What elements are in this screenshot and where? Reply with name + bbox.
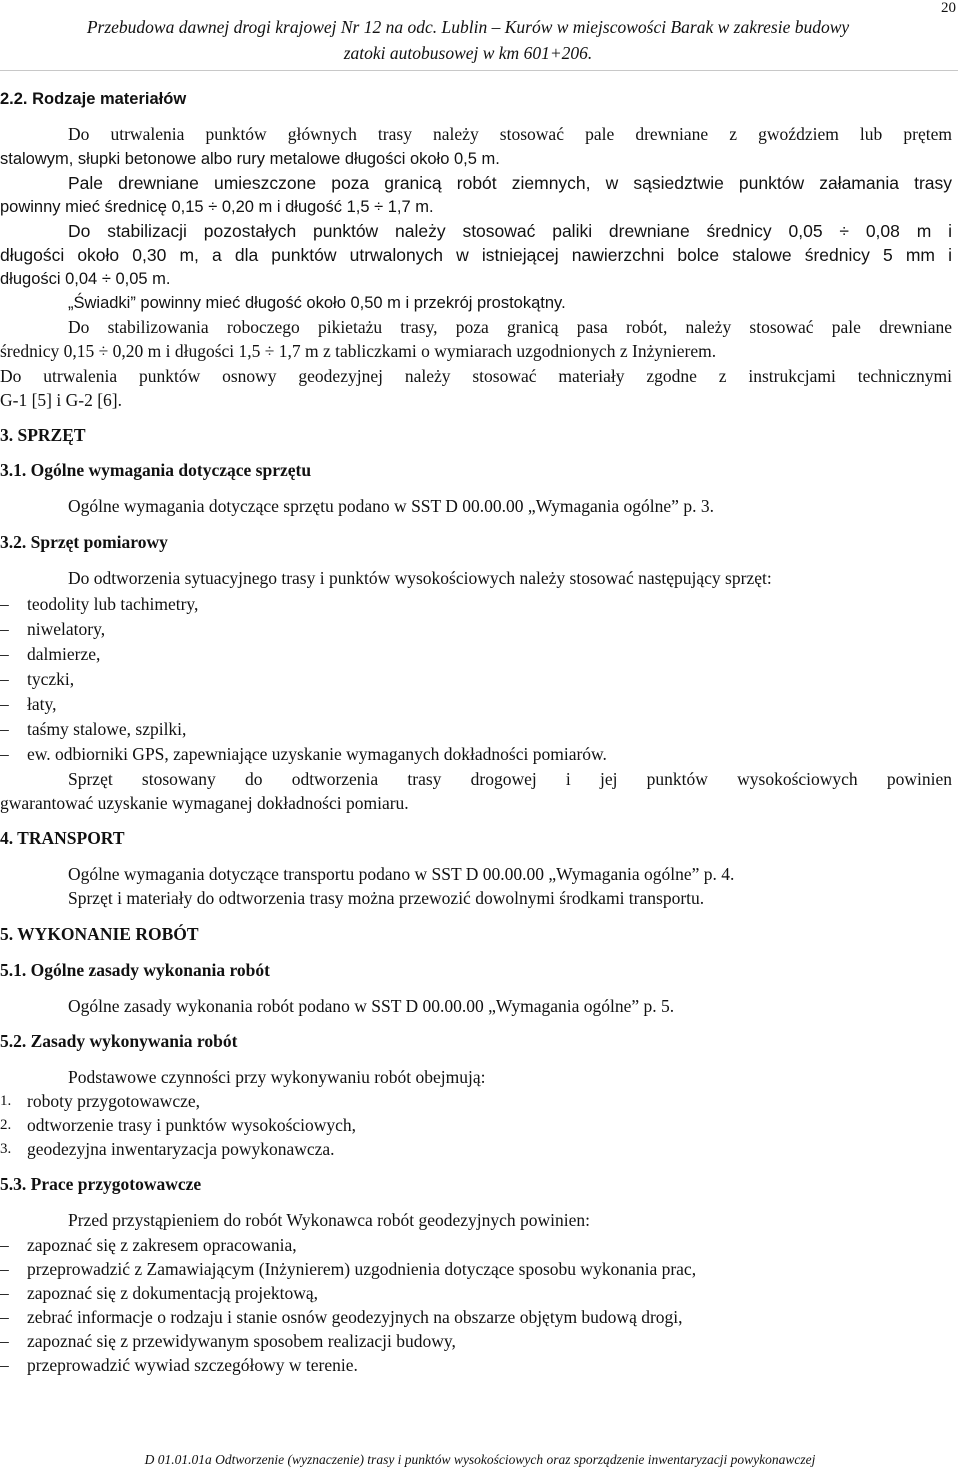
page-header: [0, 14, 936, 66]
section-5-3-heading: 5.3. Prace przygotowawcze: [0, 1174, 202, 1194]
section-2-2-heading: 2.2. Rodzaje materiałów: [0, 90, 187, 108]
para-text: Do odtworzenia sytuacyjnego trasy i punktów wysokościowych należy stosować następujący sprzęt:: [68, 568, 772, 588]
para-text: Sprzęt i materiały do odtworzenia trasy można przewozić dowolnymi środkami transportu.: [68, 888, 705, 908]
section-3-2-heading: 3.2. Sprzęt pomiarowy: [0, 532, 168, 552]
para-text: długości około 0,30 m, a dla punktów utrwalonych w istniejącej nawierzchni bolce stalowe średnicy 5 mm i: [0, 245, 952, 265]
para-text: G-1 [5] i G-2 [6].: [0, 390, 122, 410]
page-number: 20: [941, 0, 956, 16]
section-5-1-heading: 5.1. Ogólne zasady wykonania robót: [0, 960, 270, 980]
section-3-heading: 3. SPRZĘT: [0, 425, 86, 445]
section-3-1-heading: 3.1. Ogólne wymagania dotyczące sprzętu: [0, 460, 312, 480]
list-number: 3.: [0, 1141, 12, 1157]
para-text: Sprzęt stosowany do odtworzenia trasy drogowej i jej punktów wysokościowych powinien: [68, 769, 952, 789]
para-text: „Świadki” powinny mieć długość około 0,50 m i przekrój prostokątny.: [68, 294, 566, 312]
list-item: odtworzenie trasy i punktów wysokościowych,: [27, 1115, 357, 1135]
section-4-heading: 4. TRANSPORT: [0, 828, 125, 848]
para-text: Pale drewniane umieszczone poza granicą robót ziemnych, w sąsiedztwie punktów załamania trasy: [68, 173, 952, 193]
list-number: 2.: [0, 1117, 12, 1133]
list-item: – zapoznać się z dokumentacją projektową,: [27, 1281, 318, 1305]
para-text: Do stabilizowania roboczego pikietażu trasy, poza granicą pasa robót, należy stosować pale drewniane: [68, 317, 952, 337]
header-divider: [0, 70, 958, 71]
section-5-heading: 5. WYKONANIE ROBÓT: [0, 924, 199, 944]
header-line-2: zatoki autobusowej w km 601+206.: [343, 43, 593, 63]
para-text: Do stabilizacji pozostałych punktów należy stosować paliki drewniane średnicy 0,05 ÷ 0,08 m i: [68, 221, 952, 241]
list-item: geodezyjna inwentaryzacja powykonawcza.: [27, 1139, 335, 1159]
list-item: – taśmy stalowe, szpilki,: [27, 717, 186, 741]
para-text: Przed przystąpieniem do robót Wykonawca robót geodezyjnych powinien:: [68, 1210, 591, 1230]
para-text: gwarantować uzyskanie wymaganej dokładności pomiaru.: [0, 793, 409, 813]
para-text: Ogólne wymagania dotyczące sprzętu podano w SST D 00.00.00 „Wymagania ogólne” p. 3.: [68, 496, 714, 516]
list-item: – teodolity lub tachimetry,: [27, 592, 198, 616]
list-item: – niwelatory,: [27, 617, 105, 641]
list-item: – przeprowadzić wywiad szczegółowy w terenie.: [27, 1353, 358, 1377]
para-text: Ogólne wymagania dotyczące transportu podano w SST D 00.00.00 „Wymagania ogólne” p. 4.: [68, 864, 735, 884]
list-item: – dalmierze,: [27, 642, 100, 666]
list-item: – przeprowadzić z Zamawiającym (Inżynierem) uzgodnienia dotyczące sposobu wykonania prac,: [27, 1257, 696, 1281]
list-item: – ew. odbiorniki GPS, zapewniające uzyskanie wymaganych dokładności pomiarów.: [27, 742, 607, 766]
para-text: Do utrwalenia punktów głównych trasy należy stosować pale drewniane z gwoździem lub prętem: [68, 124, 952, 144]
list-item: – tyczki,: [27, 667, 74, 691]
para-text: stalowym, słupki betonowe albo rury metalowe długości około 0,5 m.: [0, 150, 500, 168]
para-text: powinny mieć średnicę 0,15 ÷ 0,20 m i długość 1,5 ÷ 1,7 m.: [0, 198, 434, 216]
section-5-2-heading: 5.2. Zasady wykonywania robót: [0, 1031, 238, 1051]
list-number: 1.: [0, 1093, 12, 1109]
list-item: – zapoznać się z zakresem opracowania,: [27, 1233, 297, 1257]
list-item: – zapoznać się z przewidywanym sposobem realizacji budowy,: [27, 1329, 456, 1353]
para-text: Podstawowe czynności przy wykonywaniu robót obejmują:: [68, 1067, 486, 1087]
page-footer: D 01.01.01a Odtworzenie (wyznaczenie) trasy i punktów wysokościowych oraz sporządzenie inwentaryzacji powykonawczej: [144, 1452, 816, 1467]
para-text: Ogólne zasady wykonania robót podano w SST D 00.00.00 „Wymagania ogólne” p. 5.: [68, 996, 675, 1016]
header-line-1: Przebudowa dawnej drogi krajowej Nr 12 na odc. Lublin – Kurów w miejscowości Barak w zakresie budowy: [86, 17, 850, 37]
list-item: – zebrać informacje o rodzaju i stanie osnów geodezyjnych na obszarze objętym budową drogi,: [27, 1305, 683, 1329]
para-text: średnicy 0,15 ÷ 0,20 m i długości 1,5 ÷ 1,7 m z tabliczkami o wymiarach uzgodnionych z Inżynierem.: [0, 341, 717, 361]
para-text: długości 0,04 ÷ 0,05 m.: [0, 270, 171, 288]
list-item: – łaty,: [27, 692, 56, 716]
list-item: roboty przygotowawcze,: [27, 1091, 200, 1111]
para-text: Do utrwalenia punktów osnowy geodezyjnej należy stosować materiały zgodne z instrukcjami technicznymi: [0, 366, 952, 386]
